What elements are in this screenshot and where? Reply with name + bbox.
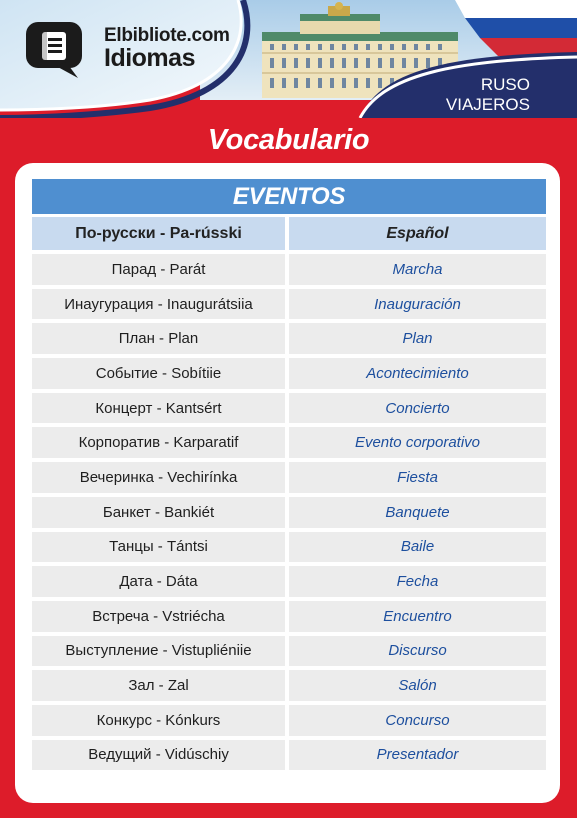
spanish-term: Evento corporativo [289, 427, 546, 458]
russian-term: Корпоратив - Karparatif [32, 427, 285, 458]
russian-term: Танцы - Tántsi [32, 532, 285, 563]
russian-term: Концерт - Kantsért [32, 393, 285, 424]
spanish-term: Plan [289, 323, 546, 354]
table-row [32, 601, 546, 632]
russian-term: Парад - Parát [32, 254, 285, 285]
table-row [32, 532, 546, 563]
course-audience: VIAJEROS [445, 95, 530, 114]
spanish-term: Concierto [289, 393, 546, 424]
spanish-term: Baile [289, 532, 546, 563]
table-row [32, 636, 546, 667]
speech-bubble-book-icon [26, 22, 82, 78]
russian-term: Выступление - Vistupliéniie [32, 636, 285, 667]
section-title: EVENTOS [32, 179, 546, 214]
russian-term: Встреча - Vstriécha [32, 601, 285, 632]
table-row [32, 254, 546, 285]
column-header-russian: По-русски - Pa-rússki [32, 217, 285, 250]
page-title: Vocabulario [207, 124, 370, 156]
russian-term: Событие - Sobítiie [32, 358, 285, 389]
header [0, 0, 577, 118]
russian-term: Вечеринка - Vechirínka [32, 462, 285, 493]
table-header [32, 217, 546, 250]
russian-term: Банкет - Bankiét [32, 497, 285, 528]
spanish-term: Acontecimiento [289, 358, 546, 389]
table-row [32, 358, 546, 389]
russian-term: Дата - Dáta [32, 566, 285, 597]
spanish-term: Salón [289, 670, 546, 701]
spanish-term: Concurso [289, 705, 546, 736]
course-language: RUSO [480, 75, 530, 94]
table-row [32, 497, 546, 528]
spanish-term: Banquete [289, 497, 546, 528]
russian-term: Ведущий - Vidúschiy [32, 740, 285, 771]
spanish-term: Inauguración [289, 289, 546, 320]
spanish-term: Fecha [289, 566, 546, 597]
russian-term: Зал - Zal [32, 670, 285, 701]
table-row [32, 323, 546, 354]
table-row [32, 393, 546, 424]
table-row [32, 705, 546, 736]
russian-term: Конкурс - Kónkurs [32, 705, 285, 736]
vocabulary-table [32, 179, 546, 770]
spanish-term: Encuentro [289, 601, 546, 632]
russian-term: План - Plan [32, 323, 285, 354]
logo [0, 0, 240, 118]
brand-site: Elbibliote.com [104, 25, 230, 46]
table-row [32, 740, 546, 771]
russian-term: Инаугурация - Inaugurátsiia [32, 289, 285, 320]
spanish-term: Marcha [289, 254, 546, 285]
table-row [32, 427, 546, 458]
table-row [32, 289, 546, 320]
column-header-spanish: Español [289, 217, 546, 250]
spanish-term: Presentador [289, 740, 546, 771]
table-row [32, 462, 546, 493]
spanish-term: Fiesta [289, 462, 546, 493]
table-row [32, 670, 546, 701]
table-row [32, 566, 546, 597]
spanish-term: Discurso [289, 636, 546, 667]
brand-name: Idiomas [104, 44, 195, 72]
